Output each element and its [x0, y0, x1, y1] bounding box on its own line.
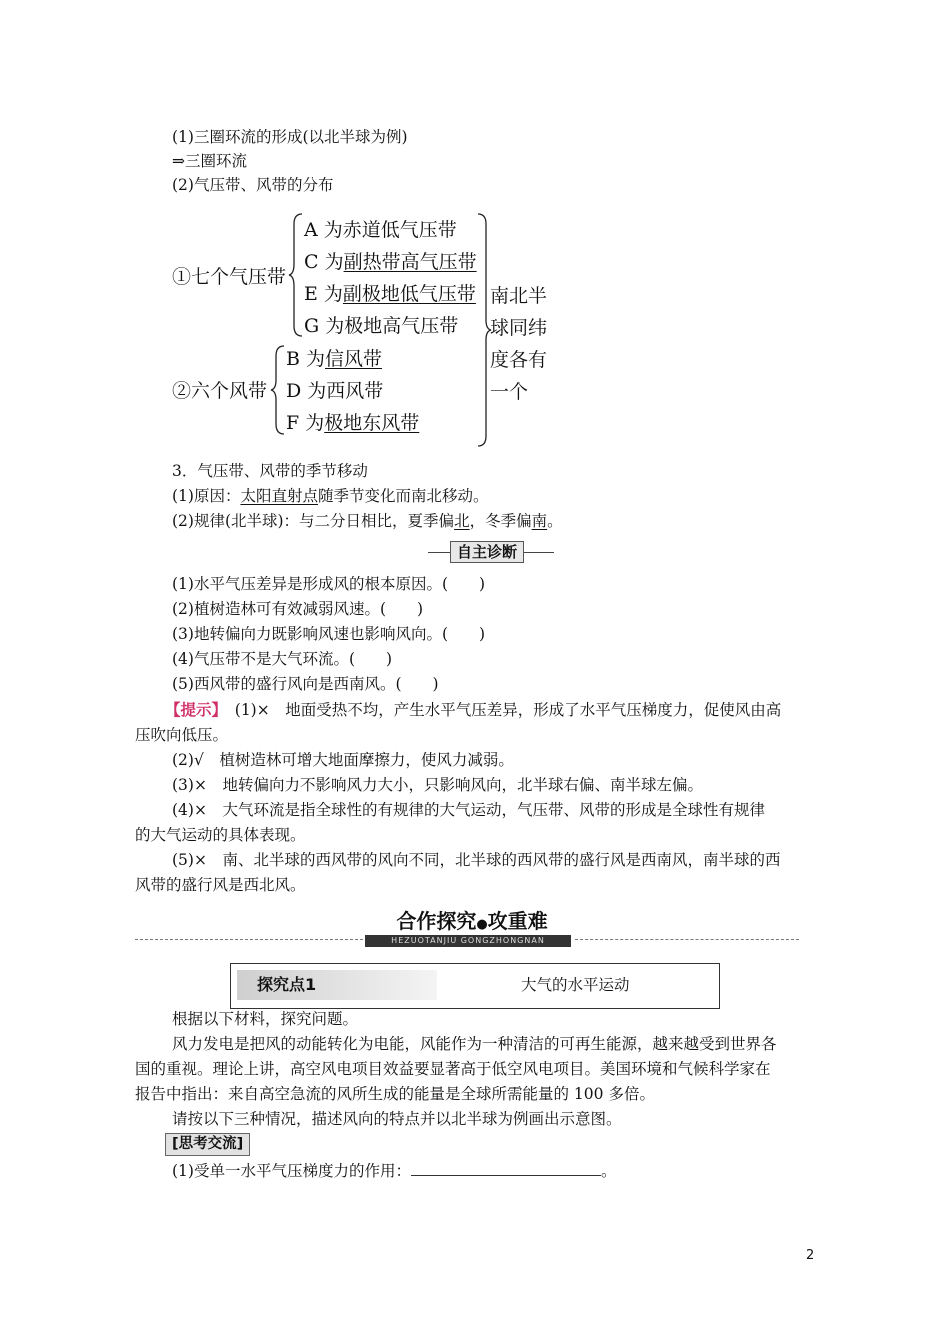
banner-subtitle: HEZUOTANJIU GONGZHONGNAN	[365, 935, 571, 947]
material-line: 风力发电是把风的动能转化为电能，风能作为一种清洁的可再生能源，越来越受到世界各	[172, 1035, 777, 1053]
side-note-line: 度各有	[490, 349, 548, 371]
side-note-line: 一个	[490, 381, 529, 403]
text-line: ⇒三圈环流	[172, 152, 247, 170]
wind-item: F 为极地东风带	[286, 412, 420, 434]
self-diagnosis-header	[428, 540, 554, 564]
self-diagnosis-badge: 自主诊断	[450, 541, 524, 563]
wind-belts-label: ②六个风带	[172, 380, 268, 402]
text-line: (1)三圈环流的形成(以北半球为例)	[172, 128, 408, 146]
pressure-item: E 为副极地低气压带	[304, 283, 476, 305]
tip-label: 【提示】	[165, 700, 228, 719]
pressure-item: A 为赤道低气压带	[304, 219, 457, 241]
seasonal-heading: 3．气压带、风带的季节移动	[172, 462, 368, 480]
material-line: 国的重视。理论上讲，高空风电项目效益要显著高于低空风电项目。美国环境和气候科学家在	[135, 1060, 771, 1078]
question: (1)水平气压差异是形成风的根本原因。( )	[172, 575, 486, 593]
wind-brace-icon	[270, 344, 286, 436]
question: (5)西风带的盛行风向是西南风。( )	[172, 675, 439, 693]
explore-point-title: 大气的水平运动	[521, 976, 630, 994]
pressure-brace-icon	[288, 212, 304, 338]
wind-item: D 为西风带	[286, 380, 384, 402]
side-note-line: 球同纬	[490, 317, 548, 339]
tip-line: 的大气运动的具体表现。	[135, 826, 306, 844]
seasonal-cause: (1)原因：太阳直射点随季节变化而南北移动。	[172, 487, 489, 505]
answer-blank[interactable]	[411, 1161, 601, 1176]
pressure-belts-label: ①七个气压带	[172, 266, 287, 288]
think-question: (1)受单一水平气压梯度力的作用： 。	[172, 1162, 617, 1180]
tip-line: (2)√ 植树造林可增大地面摩擦力，使风力减弱。	[172, 751, 514, 769]
tip-line: 【提示】 (1)× 地面受热不均，产生水平气压差异，形成了水平气压梯度力，促使风由高	[165, 700, 782, 719]
tip-line: (5)× 南、北半球的西风带的风向不同，北半球的西风带的盛行风是西南风，南半球的西	[172, 851, 781, 869]
text-line: (2)气压带、风带的分布	[172, 176, 334, 194]
explore-point-tag: 探究点1	[237, 970, 437, 1000]
tip-line: 风带的盛行风是西北风。	[135, 876, 306, 894]
pressure-item: G 为极地高气压带	[304, 315, 459, 337]
material-line: 报告中指出：来自高空急流的风所生成的能量是全球所需能量的 100 多倍。	[135, 1085, 655, 1103]
banner-title: 合作探究●攻重难	[396, 909, 548, 933]
question: (4)气压带不是大气环流。( )	[172, 650, 393, 668]
think-exchange-badge: [思考交流]	[165, 1133, 250, 1156]
seasonal-rule: (2)规律(北半球)：与二分日相比，夏季偏北，冬季偏南。	[172, 512, 563, 530]
question: (3)地转偏向力既影响风速也影响风向。( )	[172, 625, 486, 643]
side-note-line: 南北半	[490, 285, 548, 307]
pressure-item: C 为副热带高气压带	[304, 251, 477, 273]
tip-line: (3)× 地转偏向力不影响风力大小，只影响风向，北半球右偏、南半球左偏。	[172, 776, 703, 794]
material-line: 根据以下材料，探究问题。	[172, 1010, 359, 1028]
tip-line: 压吹向低压。	[135, 726, 229, 744]
wind-item: B 为信风带	[286, 348, 383, 370]
arrow-icon: ●	[476, 917, 488, 932]
section-banner	[135, 905, 799, 951]
tip-line: (4)× 大气环流是指全球性的有规律的大气运动，气压带、风带的形成是全球性有规律	[172, 801, 765, 819]
question: (2)植树造林可有效减弱风速。( )	[172, 600, 424, 618]
explore-point-box	[230, 963, 720, 1009]
material-line: 请按以下三种情况，描述风向的特点并以北半球为例画出示意图。	[172, 1110, 622, 1128]
page-number: 2	[806, 1248, 815, 1263]
